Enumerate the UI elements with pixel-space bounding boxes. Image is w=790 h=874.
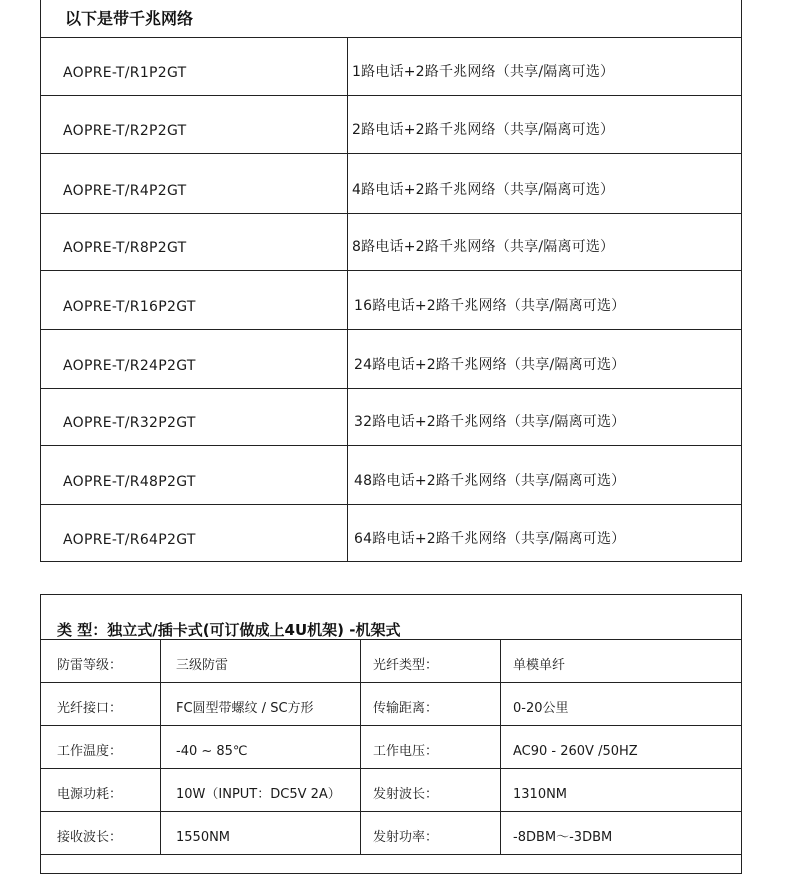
spec-label: 接收波长： (57, 830, 123, 845)
spec-row (41, 640, 741, 683)
model-cell (41, 389, 348, 445)
spec-value: -40 ~ 85℃ (176, 744, 248, 759)
spec-value: -8DBM～-3DBM (513, 830, 613, 845)
model-name: AOPRE-T/R8P2GT (63, 240, 187, 256)
model-cell (41, 271, 348, 329)
table-row (41, 446, 741, 505)
spec-label-cell (41, 812, 161, 854)
table-row (41, 330, 741, 389)
model-description: 2路电话+2路千兆网络（共享/隔离可选） (352, 122, 615, 138)
table-title (41, 0, 741, 38)
table-row (41, 505, 741, 562)
spec-row (41, 812, 741, 855)
model-cell (41, 446, 348, 504)
spec-row (41, 769, 741, 812)
spec-label-cell (41, 640, 161, 682)
table-row (41, 214, 741, 271)
model-description: 16路电话+2路千兆网络（共享/隔离可选） (354, 298, 626, 314)
model-description: 24路电话+2路千兆网络（共享/隔离可选） (354, 357, 626, 373)
model-name: AOPRE-T/R48P2GT (63, 474, 196, 490)
model-cell (41, 214, 348, 270)
model-description: 48路电话+2路千兆网络（共享/隔离可选） (354, 473, 626, 489)
table-row (41, 96, 741, 154)
model-cell (41, 505, 348, 562)
spec-value: 1310NM (513, 787, 568, 802)
spec-value-cell (501, 726, 743, 768)
spec-label: 传输距离： (373, 701, 439, 716)
spec-value-cell (161, 769, 361, 811)
table-row (41, 38, 741, 96)
model-name: AOPRE-T/R2P2GT (63, 123, 187, 139)
model-cell (41, 38, 348, 95)
spec-label: 发射功率： (373, 830, 439, 845)
model-name: AOPRE-T/R64P2GT (63, 532, 196, 548)
model-description: 8路电话+2路千兆网络（共享/隔离可选） (352, 239, 615, 255)
spec-value: 0-20公里 (513, 701, 569, 716)
spec-value-cell (161, 683, 361, 725)
model-cell (41, 330, 348, 388)
model-description: 32路电话+2路千兆网络（共享/隔离可选） (354, 414, 626, 430)
spec-value: 10W（INPUT：DC5V 2A） (176, 787, 341, 802)
spec-title-text: 类 型：独立式/插卡式(可订做成上4U机架) -机架式 (57, 621, 401, 639)
spec-label-cell (361, 769, 501, 811)
model-description: 1路电话+2路千兆网络（共享/隔离可选） (352, 64, 615, 80)
spec-label: 光纤类型： (373, 658, 439, 673)
spec-label-cell (361, 726, 501, 768)
model-description: 4路电话+2路千兆网络（共享/隔离可选） (352, 182, 615, 198)
spec-label-cell (361, 683, 501, 725)
spec-label-cell (41, 683, 161, 725)
spec-label: 发射波长： (373, 787, 439, 802)
spec-label-cell (361, 640, 501, 682)
table-row (41, 389, 741, 446)
spec-label: 电源功耗： (57, 787, 123, 802)
spec-label: 工作温度： (57, 744, 123, 759)
spec-label-cell (41, 726, 161, 768)
spec-value: 三级防雷 (176, 658, 229, 673)
table-row (41, 154, 741, 214)
spec-value-cell (501, 812, 743, 854)
table-title-text: 以下是带千兆网络 (65, 9, 194, 28)
product-model-table (40, 0, 742, 562)
spec-value-cell (161, 640, 361, 682)
model-name: AOPRE-T/R4P2GT (63, 183, 187, 199)
spec-value: 1550NM (176, 830, 231, 845)
spec-row (41, 683, 741, 726)
spec-value-cell (501, 683, 743, 725)
spec-value-cell (161, 726, 361, 768)
table-row (41, 271, 741, 330)
spec-label: 光纤接口： (57, 701, 123, 716)
spec-label: 防雷等级： (57, 658, 123, 673)
spec-title (41, 595, 741, 640)
spec-value: AC90 - 260V /50HZ (513, 744, 638, 759)
spec-label-cell (41, 769, 161, 811)
model-name: AOPRE-T/R1P2GT (63, 65, 187, 81)
spec-value: 单模单纤 (513, 658, 566, 673)
model-cell (41, 154, 348, 213)
spec-label: 工作电压： (373, 744, 439, 759)
model-description: 64路电话+2路千兆网络（共享/隔离可选） (354, 531, 626, 547)
model-name: AOPRE-T/R24P2GT (63, 358, 196, 374)
spec-label-cell (361, 812, 501, 854)
spec-value: FC圆型带螺纹 / SC方形 (176, 701, 314, 716)
spec-value-cell (161, 812, 361, 854)
spec-row (41, 726, 741, 769)
spec-value-cell (501, 769, 743, 811)
model-name: AOPRE-T/R16P2GT (63, 299, 196, 315)
spec-value-cell (501, 640, 743, 682)
model-cell (41, 96, 348, 153)
spec-table (40, 594, 742, 874)
model-name: AOPRE-T/R32P2GT (63, 415, 196, 431)
